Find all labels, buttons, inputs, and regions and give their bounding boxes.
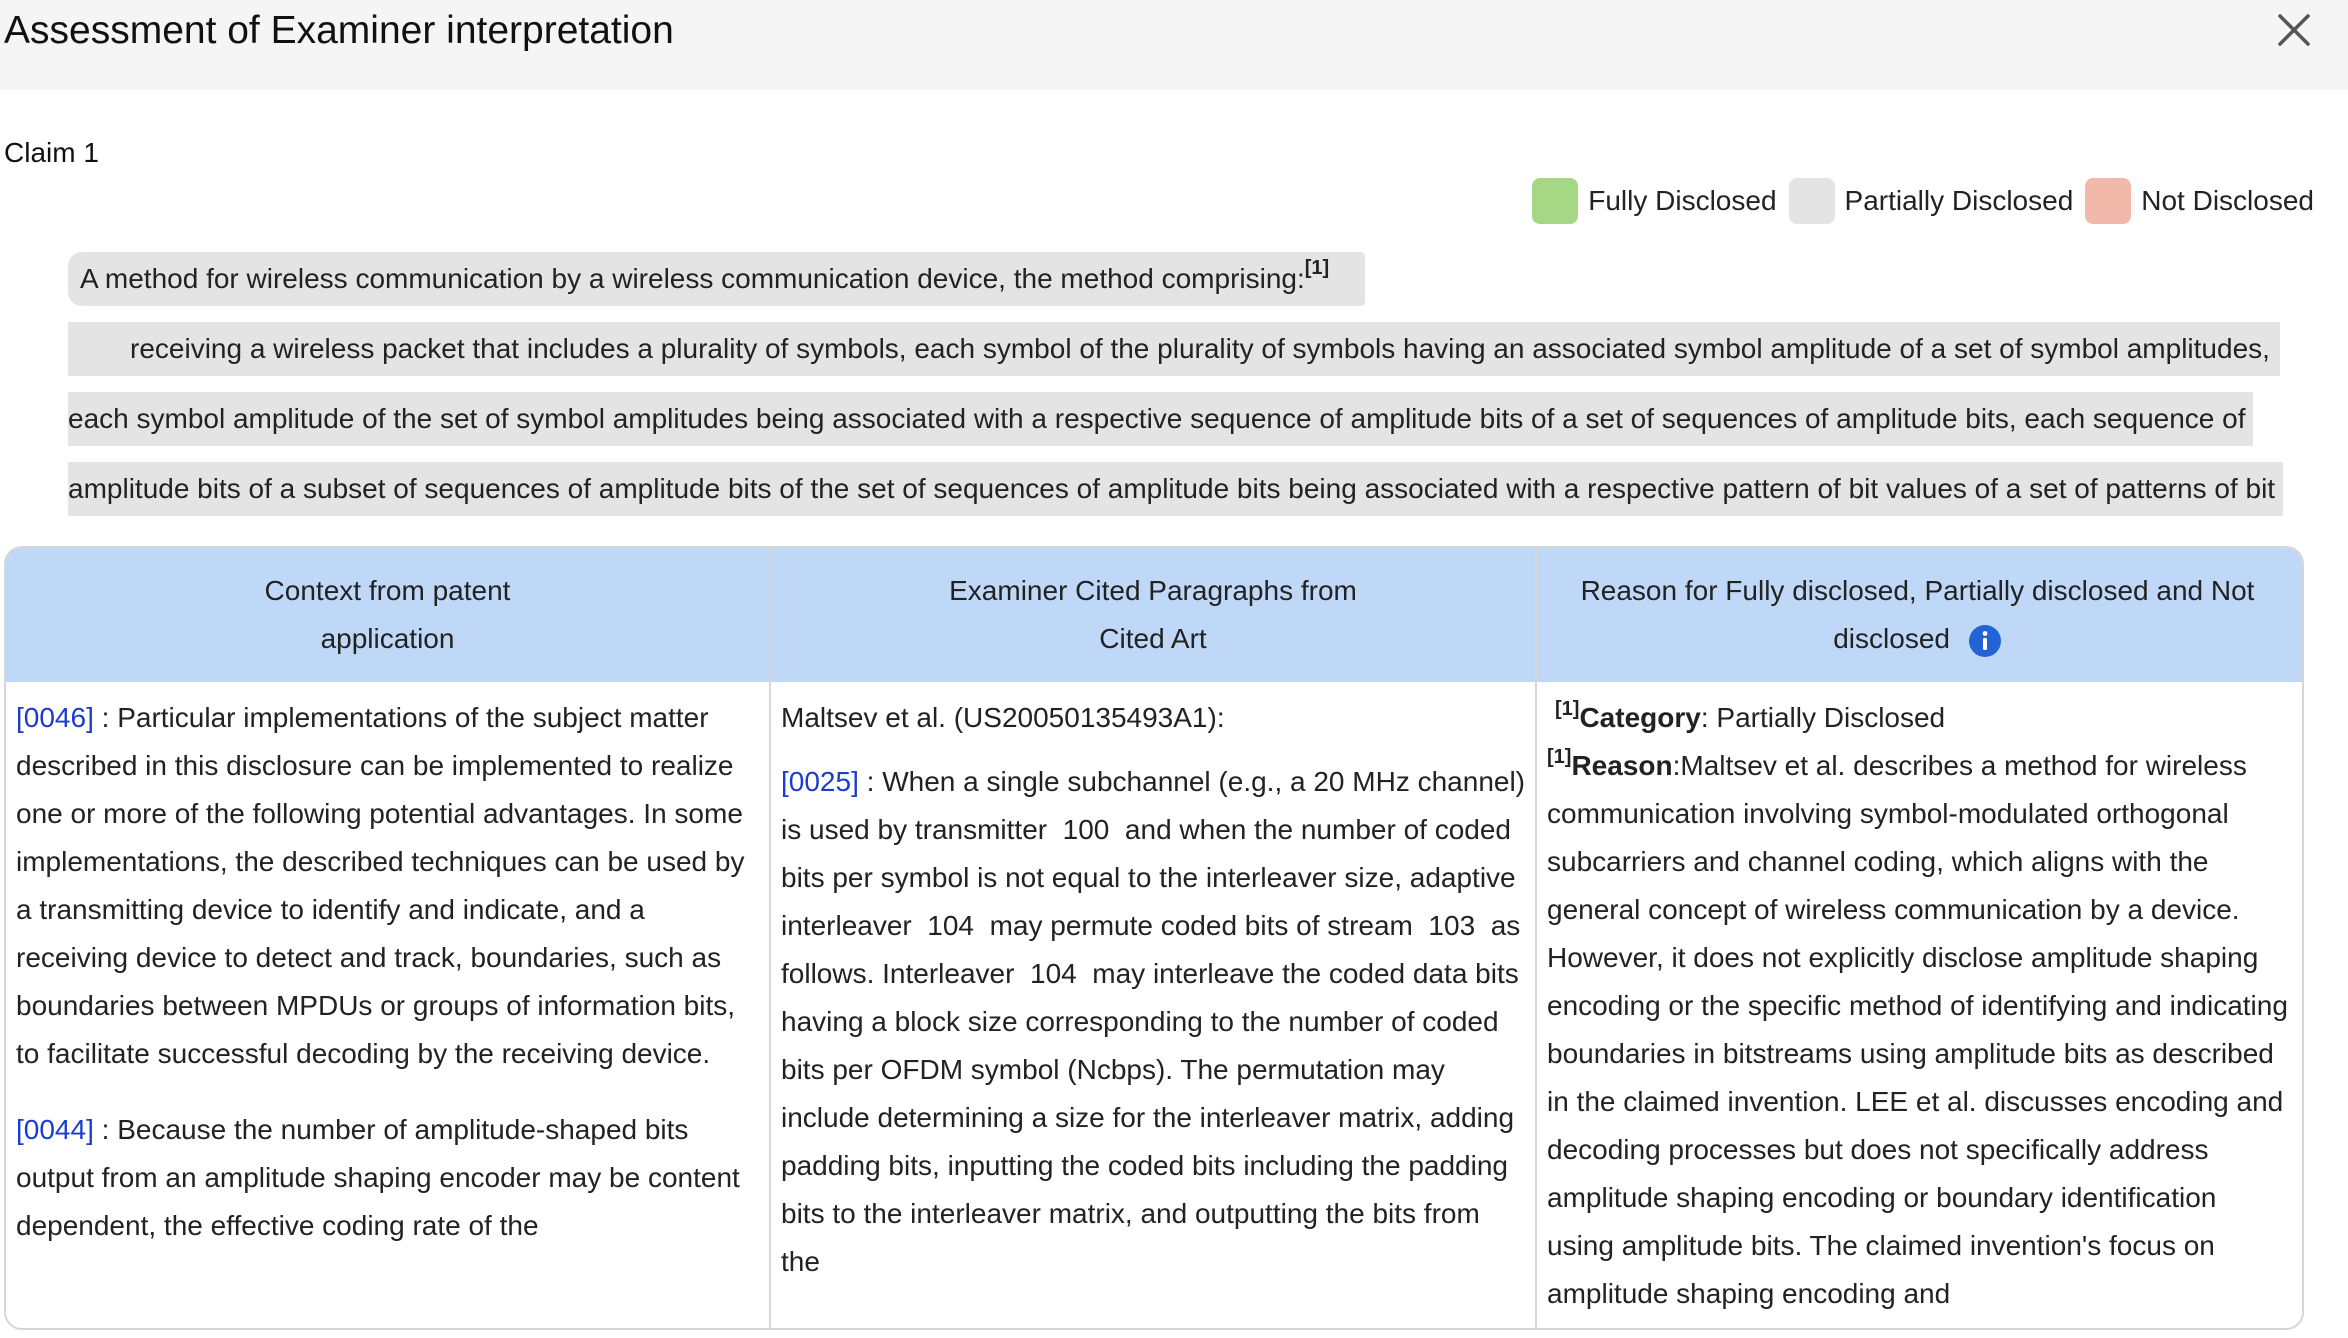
dialog-header [0, 0, 2348, 90]
claim-line[interactable] [68, 462, 2283, 516]
reason-label: Reason [1571, 750, 1673, 781]
context-cell [6, 682, 771, 1328]
legend-swatch-not [2085, 178, 2131, 224]
cited-source: Maltsev et al. (US20050135493A1): [781, 702, 1225, 733]
header-cited-label: Examiner Cited Paragraphs from Cited Art [949, 575, 1357, 654]
legend-swatch-fully [1532, 178, 1578, 224]
table-body [6, 682, 2302, 1328]
close-icon[interactable] [2277, 13, 2311, 47]
paragraph-text: : Particular implementations of the subject matter described in this disclosure can be implemented to realize one or more of the following potential advantages. In some implementations, the described techniques can be used by a transmitting device to identify and indicate, and a receiving device to detect and track, boundaries, such as boundaries between MPDUs or groups of information bits, to facilitate successful decoding by the receiving device. [16, 702, 745, 1069]
category-value: : Partially Disclosed [1700, 702, 1946, 733]
claim-line-text: receiving a wireless packet that includes a plurality of symbols, each symbol of the plurality of symbols having an associated symbol amplitude of a set of symbol amplitudes, [130, 333, 2270, 364]
close-button[interactable] [2264, 2, 2324, 58]
paragraph-text: : When a single subchannel (e.g., a 20 MHz channel) is used by transmitter 100 and when the number of coded bits per symbol is not equal to the interleaver size, adaptive interleaver 104 may permute coded bits of stream 103 as follows. Interleaver 104 may interleave the coded data bits having a block size corresponding to the number of coded bits per OFDM symbol (Ncbps). The permutation may include determining a size for the interleaver matrix, adding padding bits, inputting the coded bits including the padding bits to the interleaver matrix, and outputting the bits from the [781, 766, 1533, 1277]
claim-ref[interactable]: [1] [1304, 257, 1330, 279]
table-header [6, 548, 2302, 682]
dialog-title: Assessment of Examiner interpretation [4, 9, 674, 52]
paragraph-text: : Because the number of amplitude-shaped bits output from an amplitude shaping encoder may be content dependent, the effective coding rate of the [16, 1114, 740, 1241]
legend-swatch-partially [1789, 178, 1835, 224]
claim-label: Claim 1 [4, 137, 99, 168]
header-cited [771, 548, 1537, 682]
reason-body: :Maltsev et al. describes a method for wireless communication involving symbol-modulated orthogonal subcarriers and channel coding, which aligns with the general concept of wireless communication by a device. However, it does not explicitly disclose amplitude shaping encoding or the specific method of identifying and indicating boundaries in bitstreams using amplitude bits as described in the claimed invention. LEE et al. discusses encoding and decoding processes but does not specifically address amplitude shaping encoding or boundary identification using amplitude bits. The claimed invention's focus on amplitude shaping encoding and [1547, 750, 2288, 1309]
claim-line[interactable] [68, 252, 1365, 306]
claim-line-text: amplitude bits of a subset of sequences of amplitude bits of the set of sequences of amplitude bits being associated with a respective pattern of bit values of a set of patterns of bit [68, 473, 2276, 504]
claim-line[interactable] [68, 392, 2253, 446]
context-paragraph [16, 1106, 759, 1250]
reason-category [1547, 694, 2288, 742]
reason-cell [1537, 682, 2298, 1328]
paragraph-link[interactable]: [0046] [16, 702, 94, 733]
header-context-label: Context from patent application [264, 575, 511, 654]
category-label: Category [1579, 702, 1701, 733]
assessment-table [4, 546, 2304, 1330]
paragraph-link[interactable]: [0044] [16, 1114, 94, 1145]
header-context [6, 548, 771, 682]
info-icon[interactable] [1968, 624, 2002, 658]
reason-ref[interactable]: [1] [1547, 746, 1572, 768]
cited-paragraph [781, 758, 1533, 1286]
paragraph-link[interactable]: [0025] [781, 766, 859, 797]
reason-ref[interactable]: [1] [1555, 698, 1580, 720]
claim-line[interactable] [68, 322, 2280, 376]
cited-cell [771, 682, 1537, 1328]
disclosure-legend [1520, 178, 2314, 224]
legend-label: Not Disclosed [2141, 185, 2314, 216]
context-paragraph [16, 694, 759, 1078]
claim-line-text: A method for wireless communication by a wireless communication device, the method comprising: [80, 263, 1305, 294]
header-reason [1537, 548, 2298, 682]
legend-item-partially [1789, 178, 2074, 224]
legend-item-fully [1532, 178, 1776, 224]
claim-line-text: each symbol amplitude of the set of symbol amplitudes being associated with a respective sequence of amplitude bits of a set of sequences of amplitude bits, each sequence of [68, 403, 2246, 434]
legend-label: Partially Disclosed [1844, 185, 2074, 216]
reason-text [1547, 742, 2288, 1318]
header-reason-text: Reason for Fully disclosed, Partially disclosed and Not disclosed [1580, 575, 2255, 654]
legend-label: Fully Disclosed [1588, 185, 1777, 216]
header-reason-label [1581, 567, 2255, 663]
legend-item-not [2085, 178, 2314, 224]
